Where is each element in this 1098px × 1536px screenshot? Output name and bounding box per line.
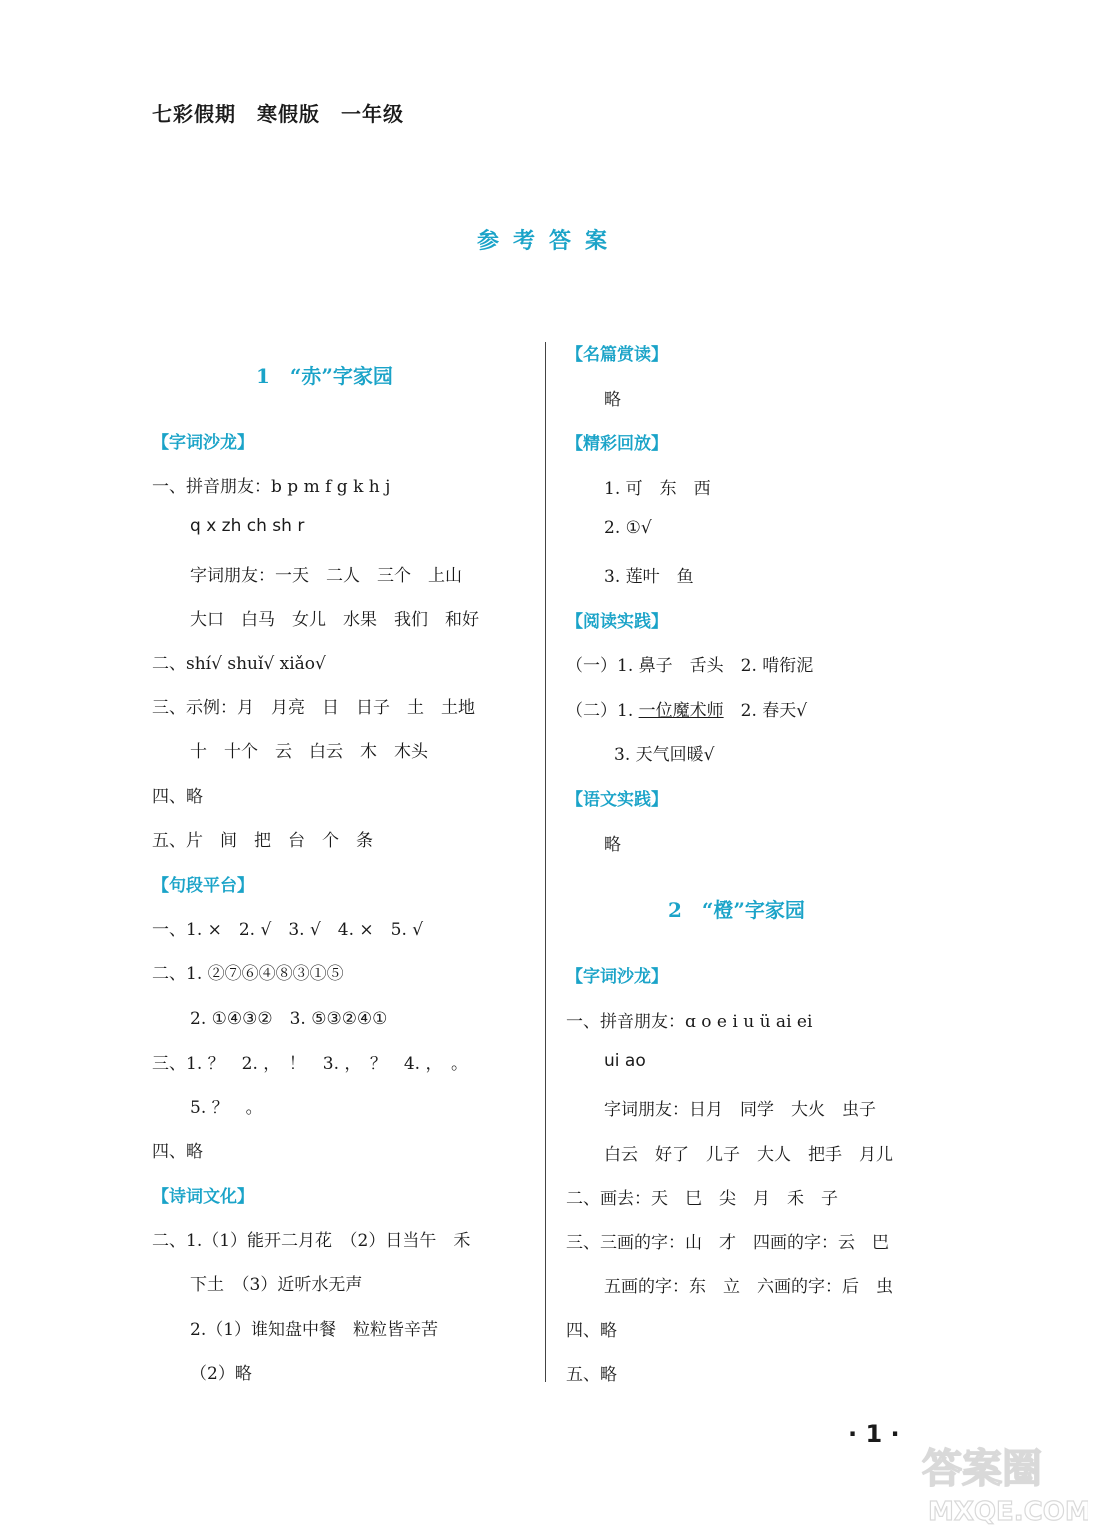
answer-line: 字词朋友：一天 二人 三个 上山 bbox=[190, 566, 462, 586]
answer-line: 三、示例：月 月亮 日 日子 土 土地 bbox=[152, 698, 475, 718]
answer-line bbox=[566, 696, 807, 721]
book-header-title: 七彩假期 寒假版 一年级 bbox=[152, 102, 404, 126]
underlined-answer: 一位魔术师 bbox=[638, 701, 724, 721]
section-ci-salon-2: 【字词沙龙】 bbox=[566, 967, 668, 987]
answer-line: 2.（1）谁知盘中餐 粒粒皆辛苦 bbox=[190, 1320, 439, 1340]
answer-line: 2. ①√ bbox=[604, 518, 652, 538]
answer-line: ui ao bbox=[604, 1051, 646, 1071]
answer-line: 一、拼音朋友：ɑ o e i u ü ai ei bbox=[566, 1012, 813, 1032]
section-jing-cai: 【精彩回放】 bbox=[566, 434, 668, 454]
answer-line: 字词朋友：日月 同学 大火 虫子 bbox=[604, 1100, 876, 1120]
answer-line: 四、略 bbox=[566, 1321, 617, 1341]
svg-text:答案圈: 答案圈 bbox=[922, 1446, 1042, 1492]
answer-line: 大口 白马 女儿 水果 我们 和好 bbox=[190, 610, 479, 630]
section-ci-salon: 【字词沙龙】 bbox=[152, 433, 254, 453]
section-ming-pian: 【名篇赏读】 bbox=[566, 345, 668, 365]
answer-line: 3. 莲叶 鱼 bbox=[604, 567, 694, 587]
answer-line: 下土 （3）近听水无声 bbox=[190, 1275, 363, 1295]
answer-line: 十 十个 云 白云 木 木头 bbox=[190, 742, 428, 762]
answer-line: 四、略 bbox=[152, 1142, 203, 1162]
section-yue-du: 【阅读实践】 bbox=[566, 612, 668, 632]
answer-line: 3. 天气回暖√ bbox=[614, 745, 715, 765]
page-number: · 1 · bbox=[848, 1420, 900, 1448]
unit-1-title: 1 “赤”字家园 bbox=[256, 364, 393, 388]
answer-line: （2）略 bbox=[190, 1364, 252, 1384]
column-divider bbox=[545, 342, 546, 1382]
answer-line: 二、1.（1）能开二月花 （2）日当午 禾 bbox=[152, 1231, 471, 1251]
answer-line: 二、1. ②⑦⑥④⑧③①⑤ bbox=[152, 964, 344, 984]
section-shi-ci: 【诗词文化】 bbox=[152, 1187, 254, 1207]
answer-line: 白云 好了 儿子 大人 把手 月儿 bbox=[604, 1145, 893, 1165]
answer-line: q x zh ch sh r bbox=[190, 516, 305, 536]
answer-line: 一、拼音朋友：b p m f g k h j bbox=[152, 477, 391, 497]
answer-line: （一）1. 鼻子 舌头 2. 啃衔泥 bbox=[566, 656, 814, 676]
section-yu-wen: 【语文实践】 bbox=[566, 790, 668, 810]
answer-line: 一、1. × 2. √ 3. √ 4. × 5. √ bbox=[152, 920, 424, 940]
svg-text:MXQE.COM: MXQE.COM bbox=[928, 1497, 1088, 1527]
watermark-logo bbox=[918, 1440, 1088, 1534]
answer-suffix: 2. 春天√ bbox=[723, 701, 808, 721]
answer-line: 三、三画的字：山 才 四画的字：云 巴 bbox=[566, 1233, 889, 1253]
answer-line: 1. 可 东 西 bbox=[604, 479, 711, 499]
answer-line: 五、略 bbox=[566, 1365, 617, 1385]
answer-line: 五画的字：东 立 六画的字：后 虫 bbox=[604, 1277, 893, 1297]
answer-line: 2. ①④③② 3. ⑤③②④① bbox=[190, 1009, 388, 1029]
answer-line: 四、略 bbox=[152, 787, 203, 807]
page-heading: 参考答案 bbox=[476, 229, 621, 254]
answer-line: 三、1. ？ 2. ， ！ 3. ， ？ 4. ， 。 bbox=[152, 1054, 468, 1074]
answer-line: 略 bbox=[604, 390, 621, 410]
answer-line: 二、画去：天 巳 尖 月 禾 子 bbox=[566, 1189, 838, 1209]
answer-line: 五、片 间 把 台 个 条 bbox=[152, 831, 373, 851]
answer-line: 二、shí√ shuǐ√ xiǎo√ bbox=[152, 654, 326, 674]
answer-line: 略 bbox=[604, 835, 621, 855]
answer-line: 5. ？ 。 bbox=[190, 1098, 263, 1118]
answer-prefix: （二）1. bbox=[566, 701, 639, 721]
unit-2-title: 2 “橙”字家园 bbox=[668, 898, 805, 922]
section-ju-duan: 【句段平台】 bbox=[152, 876, 254, 896]
